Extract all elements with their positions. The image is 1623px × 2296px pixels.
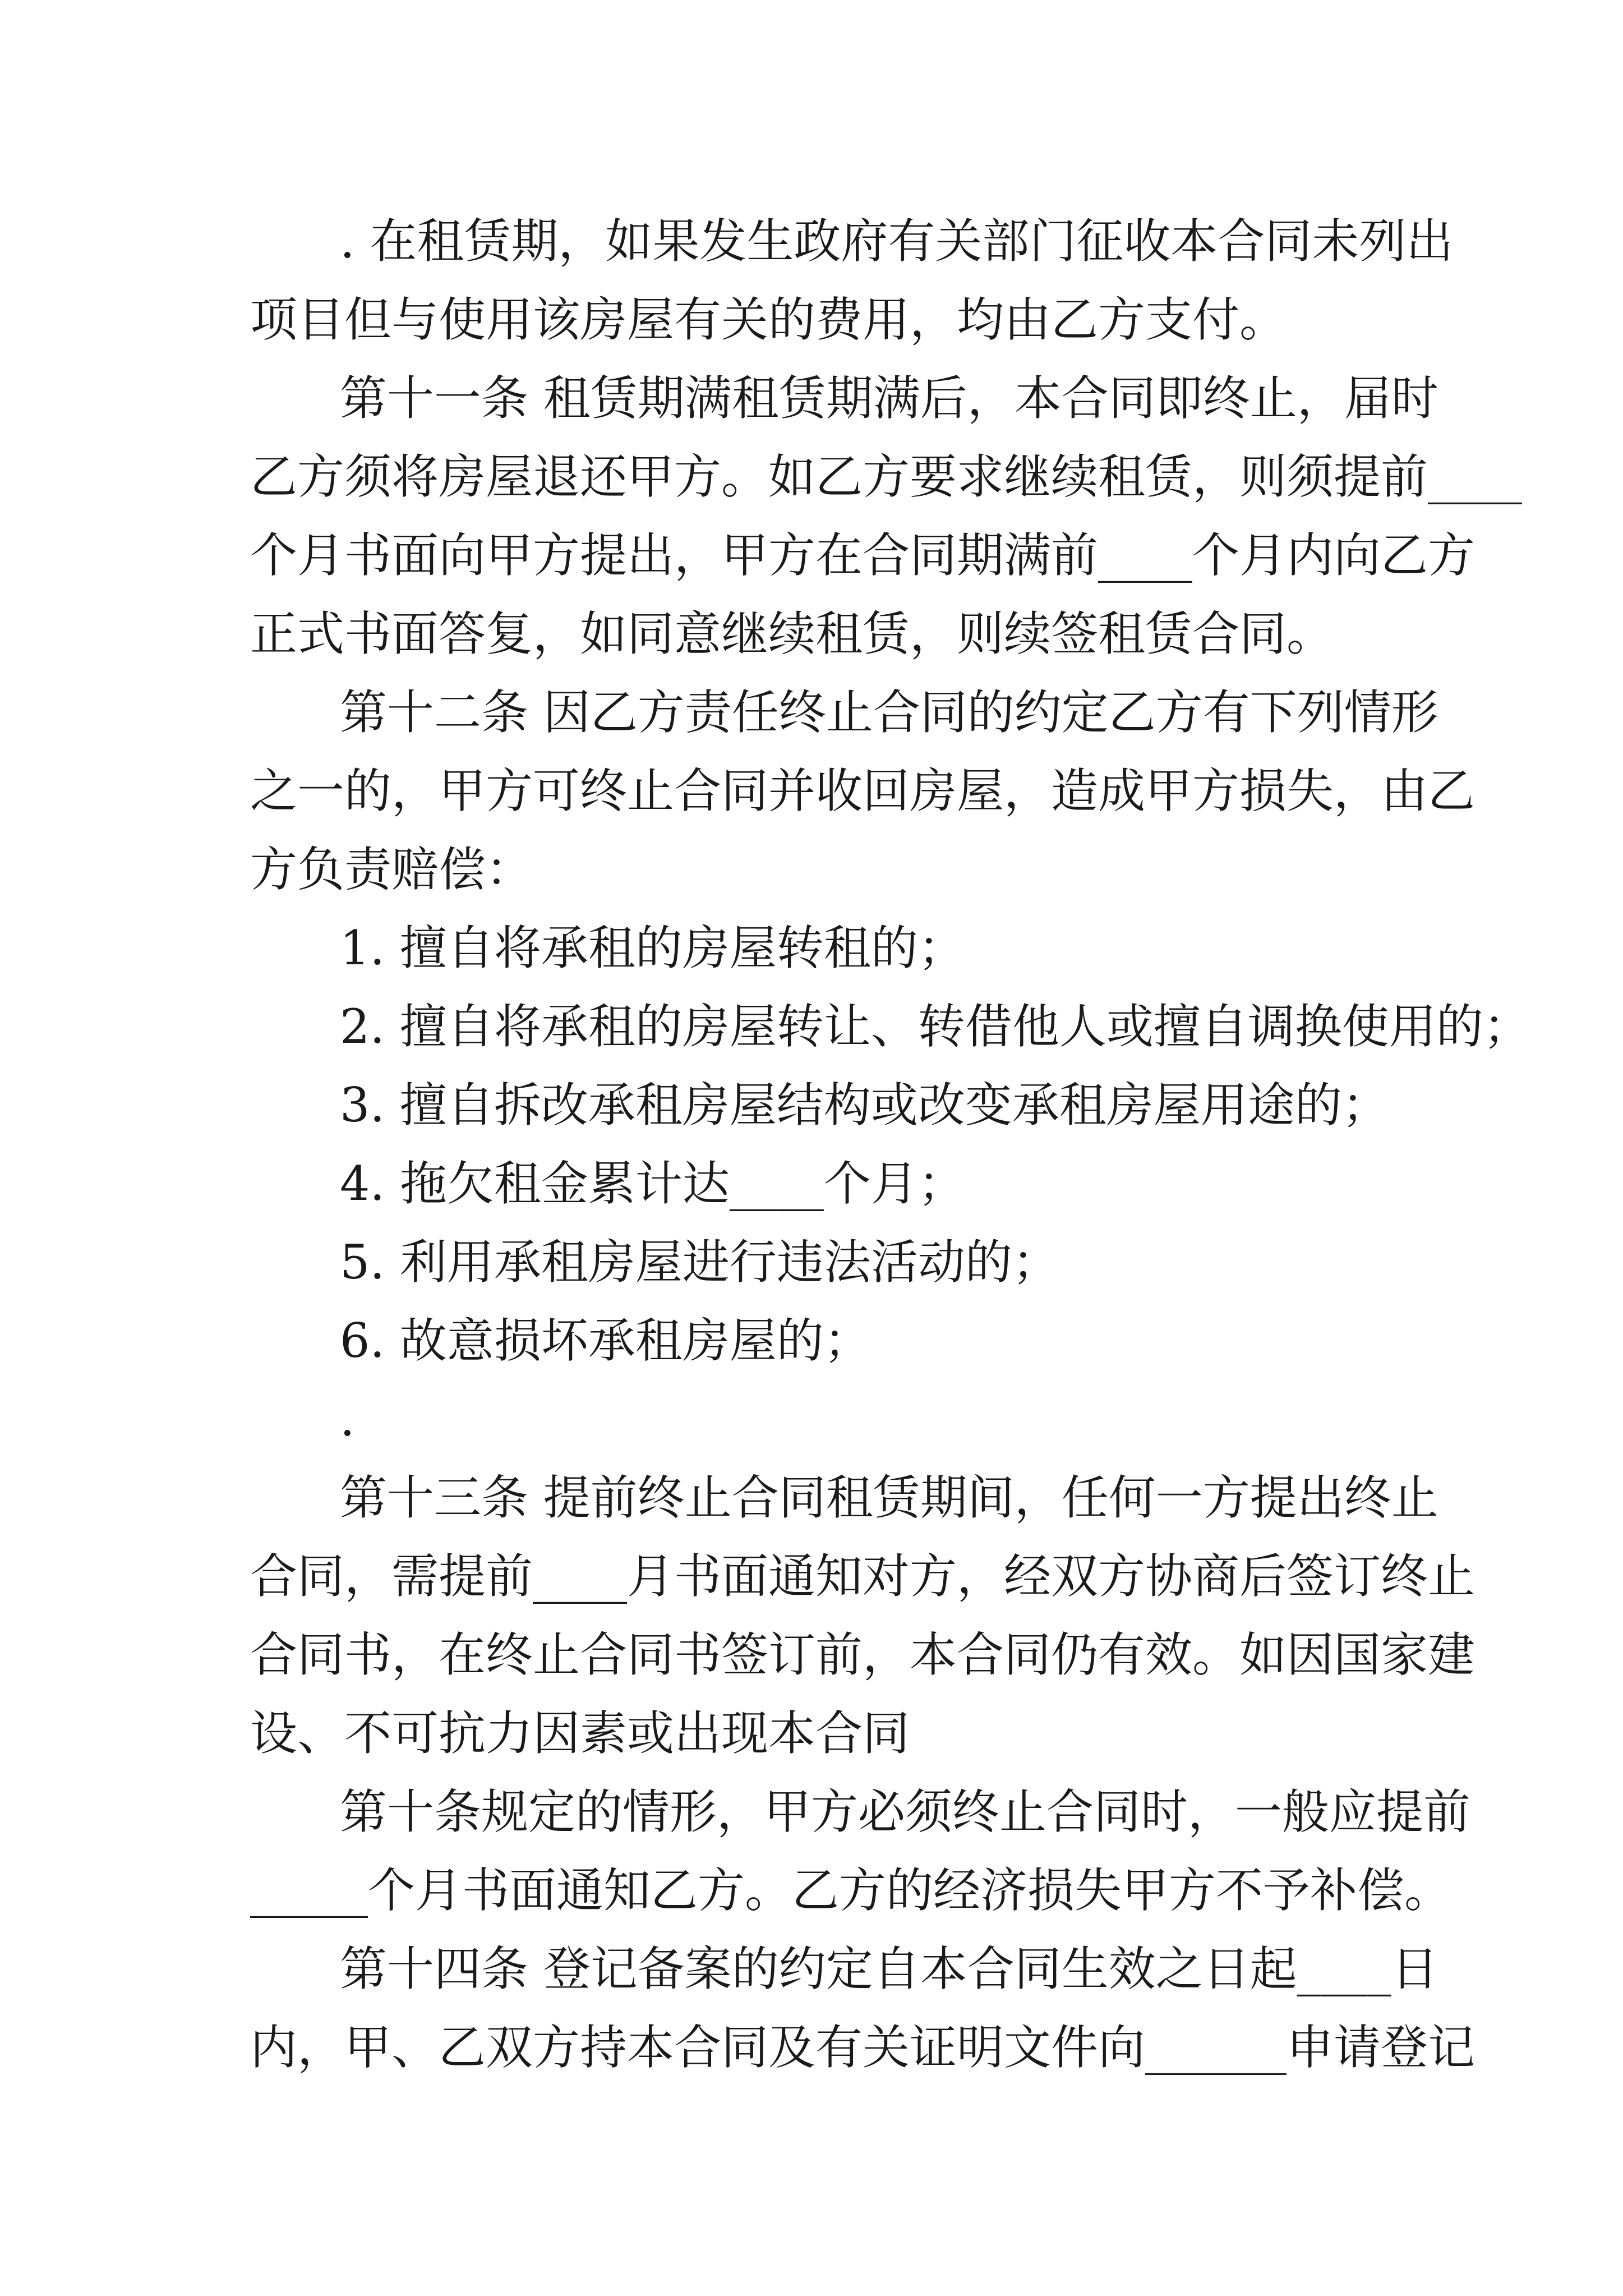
text-line: .	[340, 1392, 355, 1447]
text-line: 内，甲、乙双方持本合同及有关证明文件向______申请登记	[250, 2020, 1476, 2075]
text-line: 项目但与使用该房屋有关的费用，均由乙方支付。	[250, 292, 1287, 347]
text-line: . 在租赁期，如果发生政府有关部门征收本合同未列出	[340, 214, 1454, 269]
text-line: 第十二条 因乙方责任终止合同的约定乙方有下列情形	[340, 685, 1438, 740]
list-item: 3. 擅自拆改承租房屋结构或改变承租房屋用途的；	[340, 1078, 1389, 1133]
text-line: 个月书面向甲方提出，甲方在合同期满前____个月内向乙方	[250, 528, 1476, 583]
list-item: 2. 擅自将承租的房屋转让、转借他人或擅自调换使用的；	[340, 999, 1530, 1054]
text-line: 方负责赔偿：	[250, 842, 533, 897]
text-line: 第十一条 租赁期满租赁期满后，本合同即终止，届时	[340, 371, 1438, 426]
list-item: 4. 拖欠租金累计达____个月；	[340, 1156, 965, 1211]
text-line: 之一的，甲方可终止合同并收回房屋，造成甲方损失，由乙	[250, 763, 1476, 818]
text-line: _____个月书面通知乙方。乙方的经济损失甲方不予补偿。	[250, 1863, 1452, 1918]
list-item: 5. 利用承租房屋进行违法活动的；	[340, 1235, 1059, 1290]
list-item: 6. 故意损坏承租房屋的；	[340, 1313, 871, 1368]
text-line: 合同书，在终止合同书签订前，本合同仍有效。如因国家建	[250, 1627, 1476, 1682]
text-line: 正式书面答复，如同意继续租赁，则续签租赁合同。	[250, 606, 1334, 661]
text-line: 第十条规定的情形，甲方必须终止合同时，一般应提前	[340, 1784, 1471, 1839]
text-line: 乙方须将房屋退还甲方。如乙方要求继续租赁，则须提前____	[250, 449, 1523, 504]
text-line: 第十三条 提前终止合同租赁期间，任何一方提出终止	[340, 1470, 1438, 1525]
list-item: 1. 擅自将承租的房屋转租的；	[340, 921, 965, 976]
text-line: 设、不可抗力因素或出现本合同	[250, 1706, 910, 1761]
text-line: 合同，需提前____月书面通知对方，经双方协商后签订终止	[250, 1549, 1476, 1604]
text-line: 第十四条 登记备案的约定自本合同生效之日起____日	[340, 1941, 1438, 1996]
